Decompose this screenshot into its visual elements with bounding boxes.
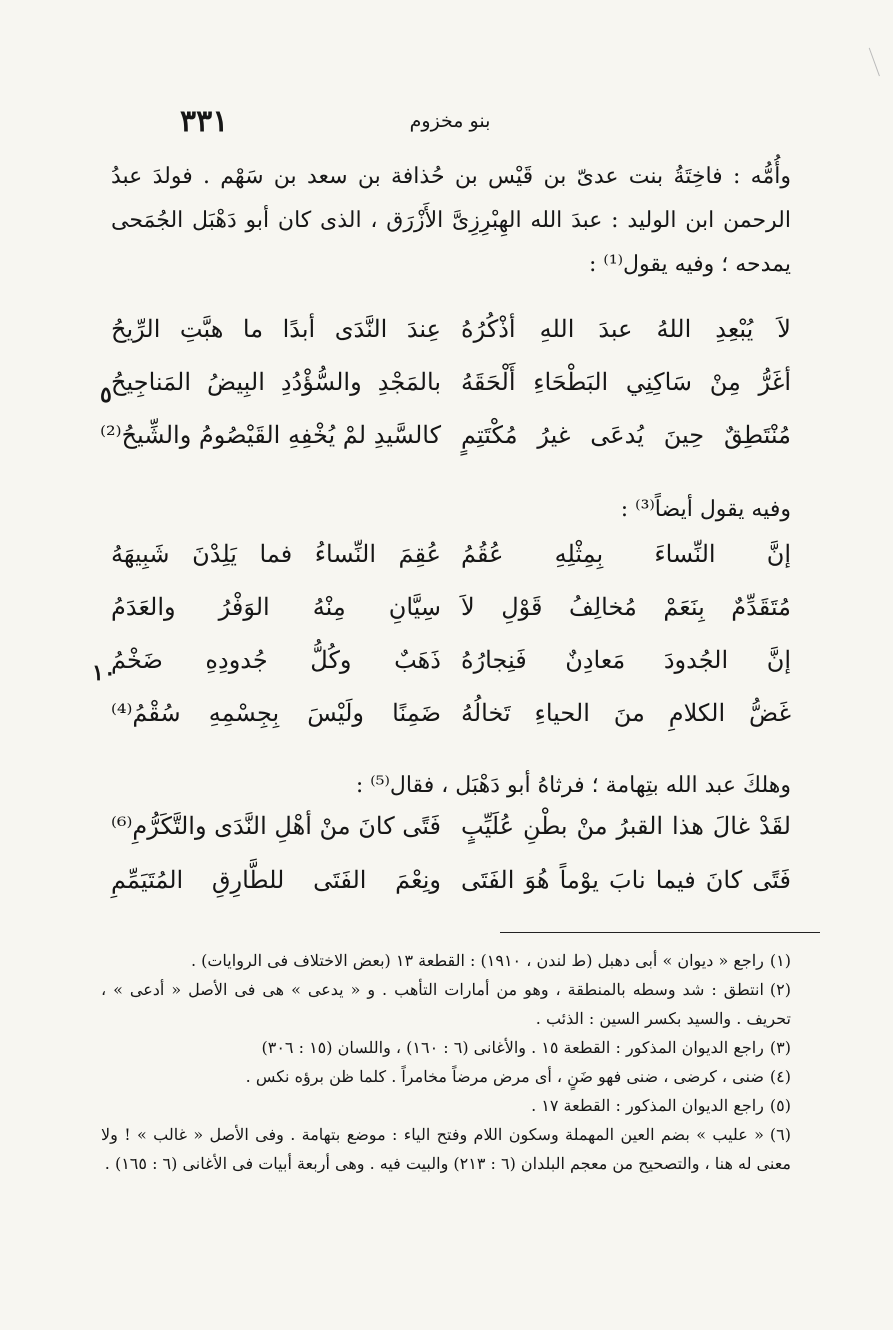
verse-second-hemistich: ذَهَبٌ وكُلُّ جُدودِهِ ضَخْمُ: [111, 646, 441, 674]
footnote-number: (٥): [769, 1096, 791, 1115]
verse-line: [111, 866, 791, 914]
footnote: [101, 946, 791, 975]
verse-first-hemistich: إنَّ الجُدودَ مَعادِنٌ فَنِجارُهُ: [461, 646, 791, 674]
line-number-marker: ١٠: [92, 660, 116, 686]
verse-second-hemistich: ضَمِنًا ولَيْسَ بِجِسْمِهِ سُقْمُ⁽⁴⁾: [111, 699, 441, 727]
poem-intro: وهلكَ عبد الله بتِهامة ؛ فرثاهُ أبو دَهْبَل ، فقال⁽⁵⁾ :: [355, 773, 791, 798]
footnote-separator: [500, 932, 820, 933]
verse-line: [111, 812, 791, 860]
footnote-text: راجع الديوان المذكور : القطعة ١٧ .: [531, 1096, 764, 1115]
verse-second-hemistich: بالمَجْدِ والسُّؤْدُدِ البِيضُ المَناجِيحُ: [111, 368, 441, 396]
footnote: [101, 1091, 791, 1120]
paragraph-intro: وأُمُّه : فاخِتَةُ بنت عدىّ بن قَيْس بن حُذافة بن سعد بن سَهْم . فولدَ عبدُ الرحمن ابن الوليد : عبدَ الله الهِبْرِزِىَّ الأَزْرَق ، الذى كان أبو دَهْبَل الجُمَحى يمدحه ؛ وفيه يقول⁽¹⁾ :: [111, 164, 791, 277]
footnotes: [101, 946, 791, 1178]
verse-second-hemistich: ونِعْمَ الفَتَى للطَّارِقِ المُتَيَمِّمِ: [111, 866, 441, 894]
footnote: [101, 975, 791, 1033]
verse-line: [111, 315, 791, 363]
running-title: بنو مخزوم: [409, 110, 491, 132]
footnote: [101, 1033, 791, 1062]
verse-first-hemistich: لقَدْ غالَ هذا القبرُ منْ بطْنِ عُلَيِّبٍ: [461, 812, 791, 840]
footnote: [101, 1120, 791, 1178]
verse-second-hemistich: عُقِمَ النِّساءُ فما يَلِدْنَ شَبِيهَهُ: [111, 540, 441, 568]
footnote-number: (١): [769, 951, 791, 970]
footnote-text: راجع الديوان المذكور : القطعة ١٥ . والأغانى (٦ : ١٦٠) ، واللسان (١٥ : ٣٠٦): [261, 1038, 764, 1057]
footnote-number: (٢): [769, 980, 791, 999]
footnote-text: ضنى ، كرضى ، ضنى فهو ضَنٍ ، أى مرض مرضاً مخامراً . كلما ظن برؤه نكس .: [245, 1067, 764, 1086]
verse-first-hemistich: مُتَقَدِّمٌ بِنَعَمْ مُخالِفُ قَوْلِ لاَ: [461, 593, 791, 621]
verse-first-hemistich: أغَرُّ مِنْ سَاكِنِي البَطْحَاءِ أَلْحَقَهُ: [461, 368, 791, 396]
verse-line: [111, 699, 791, 747]
verse-line: [111, 646, 791, 694]
verse-first-hemistich: فَتًى كانَ فيما نابَ يوْماً هُوَ الفَتَى: [461, 866, 791, 894]
footnote-number: (٤): [769, 1067, 791, 1086]
poem-intro: وفيه يقول أيضاً⁽³⁾ :: [620, 497, 791, 522]
verse-line: [111, 368, 791, 416]
verse-first-hemistich: لاَ يُبْعِدِ اللهُ عبدَ اللهِ أذْكُرُهُ: [461, 315, 791, 343]
verse-line: [111, 593, 791, 641]
verse-first-hemistich: إنَّ النِّساءَ بِمِثْلِهِ عُقُمُ: [461, 540, 791, 568]
page-number: ٣٣١: [180, 104, 229, 139]
footnote-text: راجع « ديوان » أبى دهبل (ط لندن ، ١٩١٠) : القطعة ١٣ (بعض الاختلاف فى الروايات) .: [190, 951, 764, 970]
verse-first-hemistich: غَضُّ الكلامِ منَ الحياءِ تَخالُهُ: [461, 699, 791, 727]
footnote-text: انتطق : شد وسطه بالمنطقة ، وهو من أمارات التأهب . و « يدعى » هى فى الأصل « أدعى » ، تحريف . والسيد بكسر السين : الذئب .: [101, 980, 791, 1028]
verse-second-hemistich: كالسَّيدِ لمْ يُخْفِهِ القَيْصُومُ والشِّيحُ⁽²⁾: [100, 421, 441, 449]
line-number-marker: ٥: [100, 382, 112, 408]
margin-mark: [863, 48, 880, 79]
verse-line: [111, 540, 791, 588]
footnote-text: « عليب » بضم العين المهملة وسكون اللام وفتح الياء : موضع بتهامة . وفى الأصل « غالب » ! ولا معنى له هنا ، والتصحيح من معجم البلدان (٦ : ٢١٣) والبيت فيه . وهى أربعة أبيات فى الأغانى (٦ : ١٦٥) .: [101, 1125, 791, 1173]
footnote-number: (٦): [769, 1125, 791, 1144]
footnote: [101, 1062, 791, 1091]
verse-second-hemistich: سِيَّانِ مِنْهُ الوَفْرُ والعَدَمُ: [111, 593, 441, 621]
verse-second-hemistich: عِندَ النَّدَى أبدًا ما هبَّتِ الرِّيحُ: [111, 315, 441, 343]
verse-first-hemistich: مُنْتَطِقٌ حِينَ يُدعَى غيرُ مُكْتَتِمٍ: [461, 421, 791, 449]
page-header: [150, 104, 750, 144]
verse-second-hemistich: فَتًى كانَ منْ أهْلِ النَّدَى والتَّكَرُّمِ⁽⁶⁾: [110, 812, 441, 840]
verse-line: [100, 421, 791, 469]
footnote-number: (٣): [769, 1038, 791, 1057]
